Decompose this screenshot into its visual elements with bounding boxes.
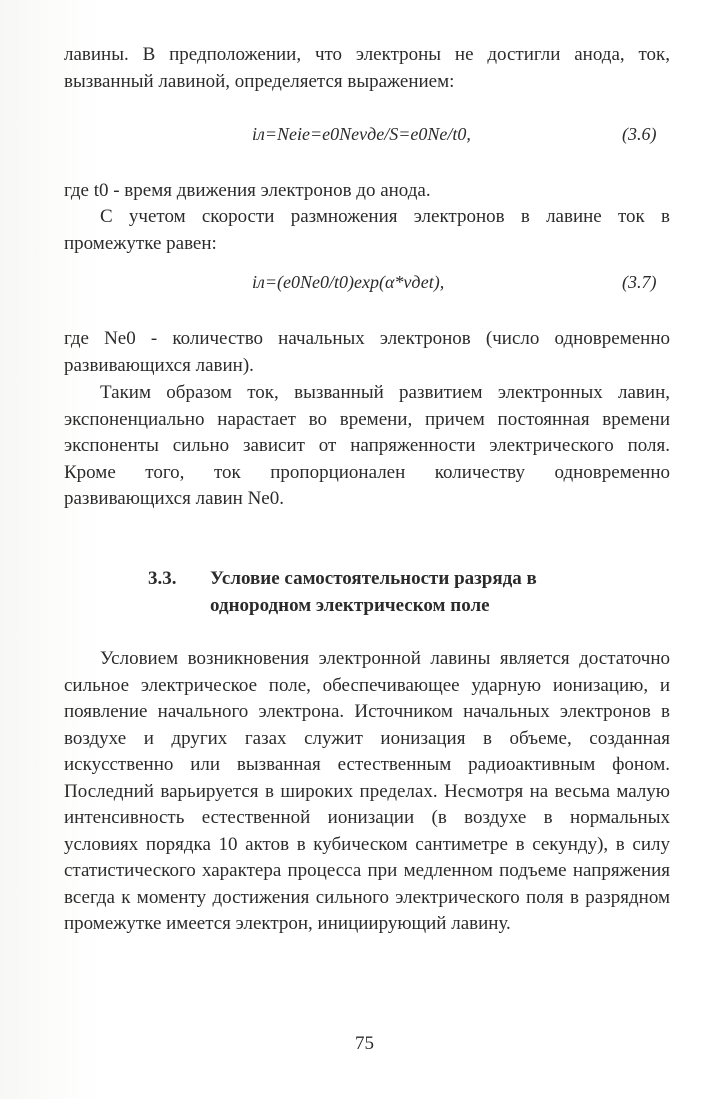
paragraph-2-block bbox=[64, 178, 670, 205]
paragraph-3-block bbox=[64, 204, 670, 257]
formula-3-7: iл=(e0Ne0/t0)exp(α*vдеt), bbox=[252, 272, 445, 292]
paragraph-6-block bbox=[64, 646, 670, 938]
section-number: 3.3. bbox=[148, 568, 177, 589]
formula-3-6: iл=Neie=e0Nevдe/S=e0Ne/t0, bbox=[252, 124, 471, 144]
section-title-line-2: однородном электрическом поле bbox=[210, 595, 490, 616]
page-number: 75 bbox=[355, 1033, 374, 1054]
equation-number-3-6: (3.6) bbox=[622, 124, 657, 144]
paragraph-2: где t0 - время движения электронов до анода. bbox=[64, 180, 431, 201]
paragraph-5: Таким образом ток, вызванный развитием электронных лавин, экспоненциально нарастает во времени, причем постоянная времени экспоненты сильно зависит от напряженности электрического поля. Кроме того, ток пропорционален количеству одновременно развивающихся лавин Ne0. bbox=[64, 382, 670, 509]
equation-number-3-7: (3.7) bbox=[622, 272, 657, 292]
paragraph-1: лавины. В предположении, что электроны не достигли анода, ток, вызванный лавиной, определяется выражением: bbox=[64, 44, 670, 92]
paragraph-3: С учетом скорости размножения электронов в лавине ток в промежутке равен: bbox=[64, 206, 670, 254]
paragraph-4-block bbox=[64, 326, 670, 379]
section-title-line-1: Условие самостоятельности разряда в bbox=[210, 568, 537, 589]
paragraph-4: где Ne0 - количество начальных электронов (число одновременно развивающихся лавин). bbox=[64, 328, 670, 376]
paragraph-5-block bbox=[64, 380, 670, 513]
paragraph-6: Условием возникновения электронной лавины является достаточно сильное электрическое поле, обеспечивающее ударную ионизацию, и появление начального электрона. Источником начальных электронов в воздухе и других газах служит ионизация в объеме, созданная искусственно или вызванная естественным радиоактивным фоном. Последний варьируется в широких пределах. Несмотря на весьма малую интенсивность естественной ионизации (в воздухе в нормальных условиях порядка 10 актов в кубическом сантиметре в секунду), в силу статистического характера процесса при медленном подъеме напряжения всегда к моменту достижения сильного электрического поля в разрядном промежутке имеется электрон, инициирующий лавину. bbox=[64, 648, 670, 934]
paragraph-continuation bbox=[64, 42, 670, 95]
